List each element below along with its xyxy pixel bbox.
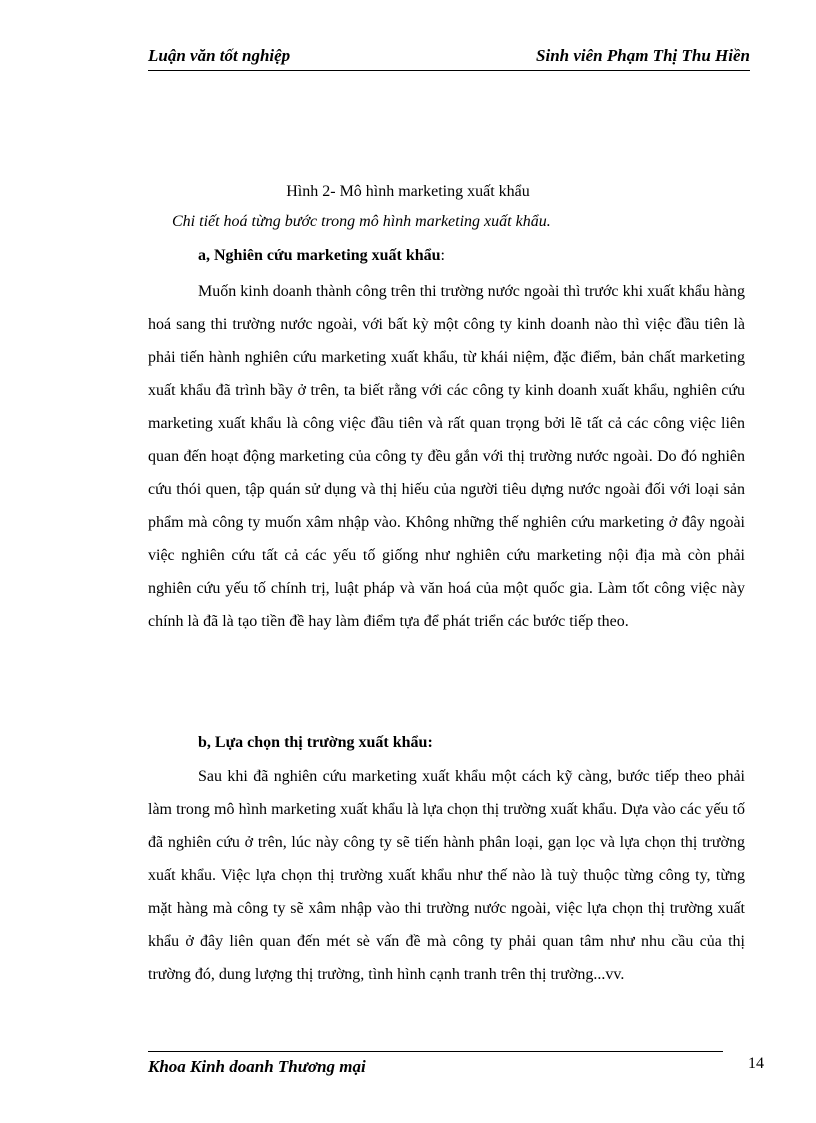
header-thesis-label: Luận văn tốt nghiệp bbox=[148, 46, 291, 65]
section-heading-a-text: a, Nghiên cứu marketing xuất khẩu bbox=[198, 247, 441, 264]
page-header bbox=[148, 44, 750, 71]
section-heading-b bbox=[198, 734, 433, 752]
footer-rule bbox=[148, 1051, 723, 1052]
section-b-paragraph: Sau khi đã nghiên cứu marketing xuất khẩu một cách kỹ càng, bước tiếp theo phải làm trong mô hình marketing xuất khẩu là lựa chọn thị trường xuất khẩu. Dựa vào các yếu tố đã nghiên cứu ở trên, lúc này công ty sẽ tiến hành phân loại, gạn lọc và lựa chọn thị trường xuất khẩu. Việc lựa chọn thị trường xuất khẩu như thế nào là tuỳ thuộc từng công ty, từng mặt hàng mà công ty sẽ xâm nhập vào thi trường nước ngoài, việc lựa chọn thị trường xuất khẩu ở đây liên quan đến mét sè vấn đề mà công ty phải quan tâm như nhu cầu của thị trường đó, dung lượng thị trường, tình hình cạnh tranh trên thị trường...vv. bbox=[148, 768, 745, 983]
section-a-paragraph: Muốn kinh doanh thành công trên thi trường nước ngoài thì trước khi xuất khẩu hàng hoá sang thi trường nước ngoài, với bất kỳ một công ty kinh doanh nào thì việc đầu tiên là phải tiến hành nghiên cứu marketing xuất khẩu, từ khái niệm, đặc điểm, bản chất marketing xuất khẩu đã trình bầy ở trên, ta biết rằng với các công ty kinh doanh xuất khẩu, nghiên cứu marketing xuất khẩu là công việc đầu tiên và rất quan trọng bởi lẽ tất cả các công việc liên quan đến hoạt động marketing của công ty đều gắn với thị trường nước ngoài. Do đó nghiên cứu thói quen, tập quán sử dụng và thị hiếu của người tiêu dựng nước ngoài đối với loại sản phẩm mà công ty muốn xâm nhập vào. Không những thế nghiên cứu marketing ở đây ngoài việc nghiên cứu tất cả các yếu tố giống như nghiên cứu marketing nội địa mà còn phải nghiên cứu yếu tố chính trị, luật pháp và văn hoá của một quốc gia. Làm tốt công việc này chính là đã là tạo tiền đề hay làm điểm tựa để phát triển các bước tiếp theo. bbox=[148, 283, 745, 630]
page-number: 14 bbox=[748, 1055, 764, 1072]
section-heading-b-text: b, Lựa chọn thị trường xuất khẩu: bbox=[198, 734, 433, 751]
section-heading-a bbox=[198, 247, 445, 265]
figure-subtitle: Chi tiết hoá từng bước trong mô hình marketing xuất khẩu. bbox=[172, 213, 551, 230]
section-heading-a-colon: : bbox=[440, 247, 445, 264]
footer-faculty: Khoa Kinh doanh Thương mại bbox=[148, 1057, 366, 1076]
header-author: Sinh viên Phạm Thị Thu Hiền bbox=[536, 46, 750, 65]
figure-caption: Hình 2- Mô hình marketing xuất khẩu bbox=[286, 183, 530, 200]
